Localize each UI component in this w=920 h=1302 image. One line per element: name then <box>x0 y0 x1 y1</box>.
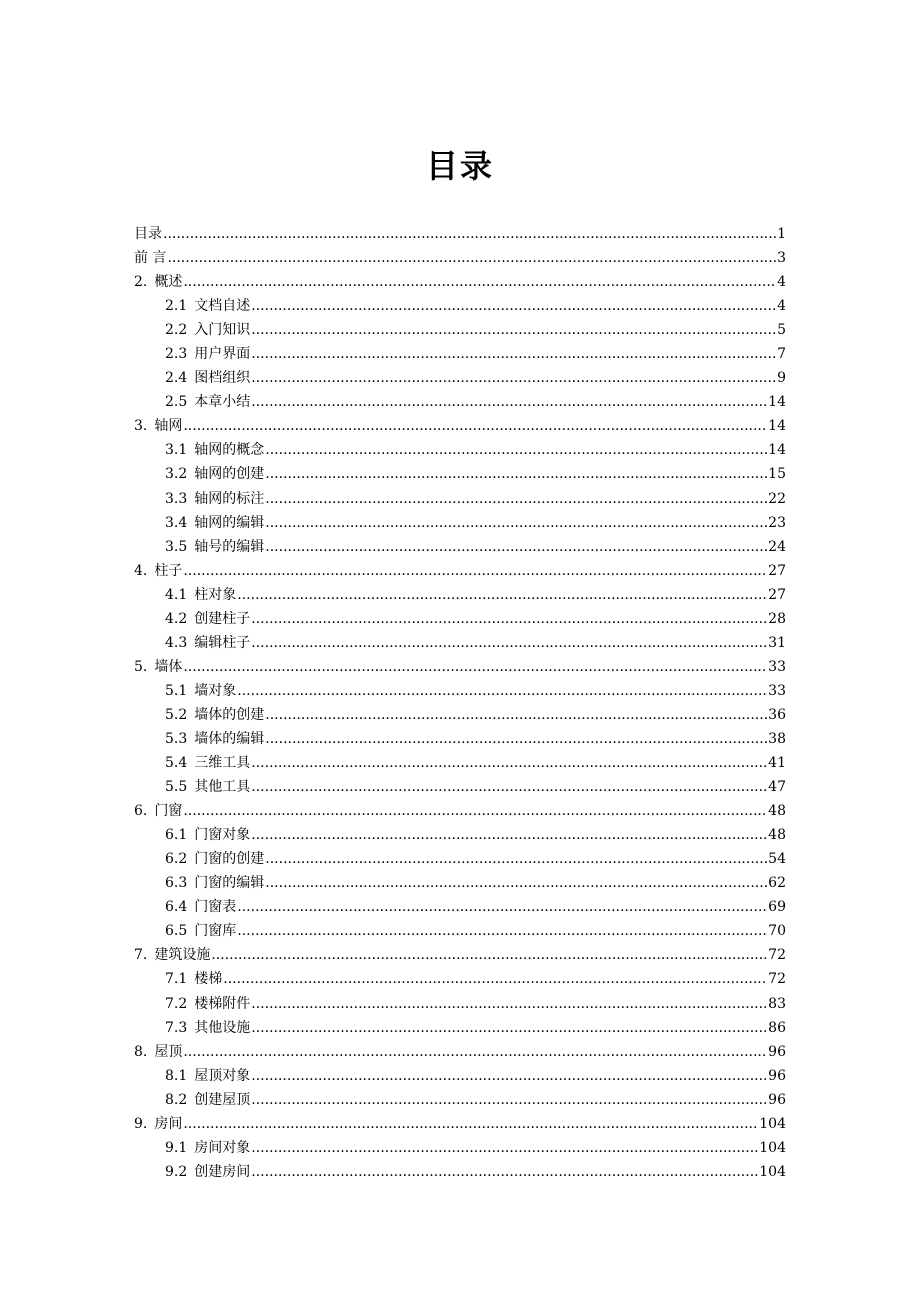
toc-entry-leader <box>265 487 767 511</box>
toc-entry-page: 41 <box>768 755 786 772</box>
toc-entry-7[interactable] <box>134 366 786 390</box>
toc-entry-label: 创建柱子 <box>194 610 251 627</box>
toc-entry-page: 24 <box>768 538 786 555</box>
toc-entry-22[interactable] <box>134 727 786 751</box>
toc-entry-number: 2. <box>134 274 148 291</box>
toc-entry-11[interactable] <box>134 462 786 486</box>
toc-entry-leader <box>167 246 776 270</box>
toc-entry-number: 6. <box>134 803 148 820</box>
toc-entry-leader <box>251 294 776 318</box>
toc-entry-16[interactable] <box>134 583 786 607</box>
toc-entry-leader <box>265 462 767 486</box>
toc-entry-number: 7.1 <box>165 971 188 988</box>
toc-entry-32[interactable] <box>134 967 786 991</box>
toc-entry-label: 门窗的编辑 <box>194 875 265 892</box>
toc-entry-number: 3. <box>134 418 148 435</box>
toc-entry-number: 5.1 <box>165 682 188 699</box>
toc-entry-number: 5.2 <box>165 706 188 723</box>
toc-entry-label: 创建房间 <box>194 1163 251 1180</box>
toc-entry-label: 文档自述 <box>194 298 251 315</box>
toc-entry-page: 5 <box>777 322 786 339</box>
toc-entry-number: 7.2 <box>165 995 188 1012</box>
toc-entry-page: 4 <box>777 274 786 291</box>
toc-entry-18[interactable] <box>134 631 786 655</box>
toc-entry-label: 墙体的编辑 <box>194 730 265 747</box>
toc-entry-17[interactable] <box>134 607 786 631</box>
toc-list <box>134 222 786 1184</box>
toc-entry-leader <box>251 1088 767 1112</box>
toc-entry-leader <box>183 270 776 294</box>
toc-entry-label: 门窗对象 <box>194 827 251 844</box>
toc-entry-page: 104 <box>759 1163 786 1180</box>
toc-entry-12[interactable] <box>134 487 786 511</box>
toc-entry-leader <box>183 655 767 679</box>
toc-entry-label: 轴网 <box>154 418 183 435</box>
toc-entry-6[interactable] <box>134 342 786 366</box>
toc-entry-leader <box>211 943 767 967</box>
toc-entry-label: 概述 <box>154 274 183 291</box>
toc-entry-number: 5.5 <box>165 779 188 796</box>
toc-entry-label: 墙对象 <box>194 682 237 699</box>
toc-entry-13[interactable] <box>134 511 786 535</box>
toc-entry-page: 96 <box>768 1043 786 1060</box>
toc-entry-number: 3.3 <box>165 490 188 507</box>
toc-entry-page: 38 <box>768 730 786 747</box>
toc-entry-label: 目录 <box>134 226 162 242</box>
toc-entry-leader <box>265 535 767 559</box>
toc-entry-page: 14 <box>768 418 786 435</box>
toc-entry-page: 48 <box>768 803 786 820</box>
toc-entry-label: 房间对象 <box>194 1139 251 1156</box>
toc-entry-label: 建筑设施 <box>154 947 211 964</box>
toc-entry-23[interactable] <box>134 751 786 775</box>
toc-entry-page: 62 <box>768 875 786 892</box>
toc-entry-number: 5. <box>134 658 148 675</box>
toc-entry-label: 门窗表 <box>194 899 237 916</box>
toc-entry-page: 22 <box>768 490 786 507</box>
toc-entry-leader <box>251 342 776 366</box>
toc-entry-page: 86 <box>768 1019 786 1036</box>
toc-entry-label: 其他设施 <box>194 1019 251 1036</box>
toc-entry-page: 7 <box>777 346 786 363</box>
toc-entry-leader <box>251 1160 758 1184</box>
toc-entry-number: 5.4 <box>165 755 188 772</box>
toc-entry-page: 31 <box>768 634 786 651</box>
toc-entry-page: 96 <box>768 1091 786 1108</box>
toc-entry-5[interactable] <box>134 318 786 342</box>
toc-entry-leader <box>251 1064 767 1088</box>
toc-entry-number: 9.1 <box>165 1139 188 1156</box>
toc-entry-label: 柱对象 <box>194 586 237 603</box>
toc-entry-leader <box>251 823 767 847</box>
toc-entry-leader <box>251 607 767 631</box>
toc-entry-8[interactable] <box>134 390 786 414</box>
toc-entry-38[interactable] <box>134 1112 786 1136</box>
toc-entry-label: 三维工具 <box>194 755 251 772</box>
toc-entry-label: 轴网的概念 <box>194 442 265 459</box>
toc-entry-label: 创建屋顶 <box>194 1091 251 1108</box>
toc-entry-number: 3.5 <box>165 538 188 555</box>
toc-entry-leader <box>183 414 767 438</box>
toc-entry-2[interactable] <box>134 246 786 270</box>
toc-entry-leader <box>251 1136 758 1160</box>
toc-entry-page: 3 <box>777 250 786 267</box>
toc-entry-number: 9.2 <box>165 1163 188 1180</box>
toc-entry-25[interactable] <box>134 799 786 823</box>
toc-entry-leader <box>223 967 767 991</box>
toc-entry-label: 其他工具 <box>194 779 251 796</box>
toc-entry-3[interactable] <box>134 270 786 294</box>
toc-entry-leader <box>183 1040 767 1064</box>
toc-entry-label: 用户界面 <box>194 346 251 363</box>
toc-entry-number: 4.3 <box>165 634 188 651</box>
toc-entry-leader <box>237 583 767 607</box>
toc-entry-15[interactable] <box>134 559 786 583</box>
toc-entry-page: 33 <box>768 658 786 675</box>
toc-entry-page: 72 <box>768 947 786 964</box>
toc-entry-leader <box>265 847 767 871</box>
toc-entry-number: 6.2 <box>165 851 188 868</box>
toc-entry-leader <box>265 871 767 895</box>
toc-entry-number: 7.3 <box>165 1019 188 1036</box>
toc-entry-number: 3.2 <box>165 466 188 483</box>
toc-entry-leader <box>265 511 767 535</box>
toc-entry-21[interactable] <box>134 703 786 727</box>
toc-entry-4[interactable] <box>134 294 786 318</box>
toc-entry-leader <box>183 1112 758 1136</box>
toc-entry-leader <box>251 631 767 655</box>
toc-entry-label: 门窗的创建 <box>194 851 265 868</box>
toc-entry-page: 96 <box>768 1067 786 1084</box>
toc-entry-page: 47 <box>768 779 786 796</box>
toc-entry-label: 门窗 <box>154 803 183 820</box>
toc-entry-10[interactable] <box>134 438 786 462</box>
toc-entry-page: 72 <box>768 971 786 988</box>
toc-entry-20[interactable] <box>134 679 786 703</box>
toc-entry-page: 23 <box>768 514 786 531</box>
toc-entry-leader <box>237 679 767 703</box>
toc-entry-31[interactable] <box>134 943 786 967</box>
toc-entry-page: 14 <box>768 442 786 459</box>
toc-entry-label: 墙体的创建 <box>194 706 265 723</box>
toc-entry-leader <box>183 559 767 583</box>
toc-entry-37[interactable] <box>134 1088 786 1112</box>
toc-entry-leader <box>251 1016 767 1040</box>
toc-entry-label: 门窗库 <box>194 923 237 940</box>
toc-entry-leader <box>251 318 776 342</box>
toc-entry-page: 54 <box>768 851 786 868</box>
toc-entry-number: 9. <box>134 1115 148 1132</box>
toc-entry-label: 楼梯附件 <box>194 995 251 1012</box>
toc-entry-page: 4 <box>777 298 786 315</box>
toc-entry-leader <box>251 992 767 1016</box>
toc-entry-number: 2.4 <box>165 370 188 387</box>
toc-entry-leader <box>237 895 767 919</box>
toc-entry-39[interactable] <box>134 1136 786 1160</box>
toc-entry-page: 27 <box>768 586 786 603</box>
toc-entry-page: 27 <box>768 562 786 579</box>
toc-entry-label: 屋顶 <box>154 1043 183 1060</box>
toc-entry-34[interactable] <box>134 1016 786 1040</box>
toc-entry-label: 柱子 <box>154 562 183 579</box>
toc-entry-page: 28 <box>768 610 786 627</box>
toc-entry-page: 36 <box>768 706 786 723</box>
toc-entry-number: 4.1 <box>165 586 188 603</box>
toc-entry-number: 3.4 <box>165 514 188 531</box>
toc-entry-page: 14 <box>768 394 786 411</box>
toc-entry-9[interactable] <box>134 414 786 438</box>
toc-entry-leader <box>265 438 767 462</box>
toc-entry-leader <box>251 751 767 775</box>
toc-entry-page: 33 <box>768 682 786 699</box>
toc-entry-number: 6.5 <box>165 923 188 940</box>
toc-entry-number: 2.3 <box>165 346 188 363</box>
toc-entry-35[interactable] <box>134 1040 786 1064</box>
page-title: 目录 <box>425 147 494 185</box>
toc-entry-label: 本章小结 <box>194 394 251 411</box>
toc-entry-label: 轴网的标注 <box>194 490 265 507</box>
toc-entry-number: 2.2 <box>165 322 188 339</box>
toc-entry-label: 图档组织 <box>194 370 251 387</box>
toc-entry-page: 104 <box>759 1139 786 1156</box>
toc-entry-label: 编辑柱子 <box>194 634 251 651</box>
toc-entry-page: 15 <box>768 466 786 483</box>
toc-entry-36[interactable] <box>134 1064 786 1088</box>
toc-entry-page: 70 <box>768 923 786 940</box>
toc-entry-33[interactable] <box>134 992 786 1016</box>
toc-entry-page: 83 <box>768 995 786 1012</box>
toc-entry-28[interactable] <box>134 871 786 895</box>
toc-entry-label: 前 言 <box>134 250 167 267</box>
toc-entry-leader <box>251 390 767 414</box>
toc-entry-label: 轴网的编辑 <box>194 514 265 531</box>
toc-entry-19[interactable] <box>134 655 786 679</box>
toc-entry-number: 8.2 <box>165 1091 188 1108</box>
toc-entry-leader <box>251 775 767 799</box>
toc-entry-leader <box>265 727 767 751</box>
toc-entry-number: 8.1 <box>165 1067 188 1084</box>
toc-entry-label: 楼梯 <box>194 971 223 988</box>
toc-entry-number: 6.3 <box>165 875 188 892</box>
toc-entry-number: 4. <box>134 562 148 579</box>
toc-entry-page: 9 <box>777 370 786 387</box>
toc-entry-14[interactable] <box>134 535 786 559</box>
toc-entry-leader <box>163 222 776 246</box>
toc-entry-number: 5.3 <box>165 730 188 747</box>
toc-entry-number: 2.1 <box>165 298 188 315</box>
toc-entry-number: 8. <box>134 1043 148 1060</box>
toc-entry-number: 6.4 <box>165 899 188 916</box>
toc-entry-leader <box>237 919 767 943</box>
toc-entry-number: 2.5 <box>165 394 188 411</box>
toc-entry-40[interactable] <box>134 1160 786 1184</box>
toc-entry-1[interactable] <box>134 222 786 246</box>
toc-entry-26[interactable] <box>134 823 786 847</box>
toc-entry-label: 轴号的编辑 <box>194 538 265 555</box>
toc-entry-page: 69 <box>768 899 786 916</box>
toc-entry-24[interactable] <box>134 775 786 799</box>
toc-entry-leader <box>265 703 767 727</box>
toc-entry-page: 48 <box>768 827 786 844</box>
toc-entry-label: 房间 <box>154 1115 183 1132</box>
toc-entry-page: 104 <box>759 1115 786 1132</box>
toc-entry-number: 3.1 <box>165 442 188 459</box>
toc-entry-label: 屋顶对象 <box>194 1067 251 1084</box>
toc-entry-label: 墙体 <box>154 658 183 675</box>
toc-entry-29[interactable] <box>134 895 786 919</box>
toc-entry-page: 1 <box>777 226 786 242</box>
toc-entry-leader <box>183 799 767 823</box>
toc-entry-leader <box>251 366 776 390</box>
toc-entry-number: 6.1 <box>165 827 188 844</box>
toc-entry-number: 4.2 <box>165 610 188 627</box>
toc-entry-27[interactable] <box>134 847 786 871</box>
toc-entry-label: 入门知识 <box>194 322 251 339</box>
toc-entry-label: 轴网的创建 <box>194 466 265 483</box>
toc-entry-number: 7. <box>134 947 148 964</box>
toc-entry-30[interactable] <box>134 919 786 943</box>
